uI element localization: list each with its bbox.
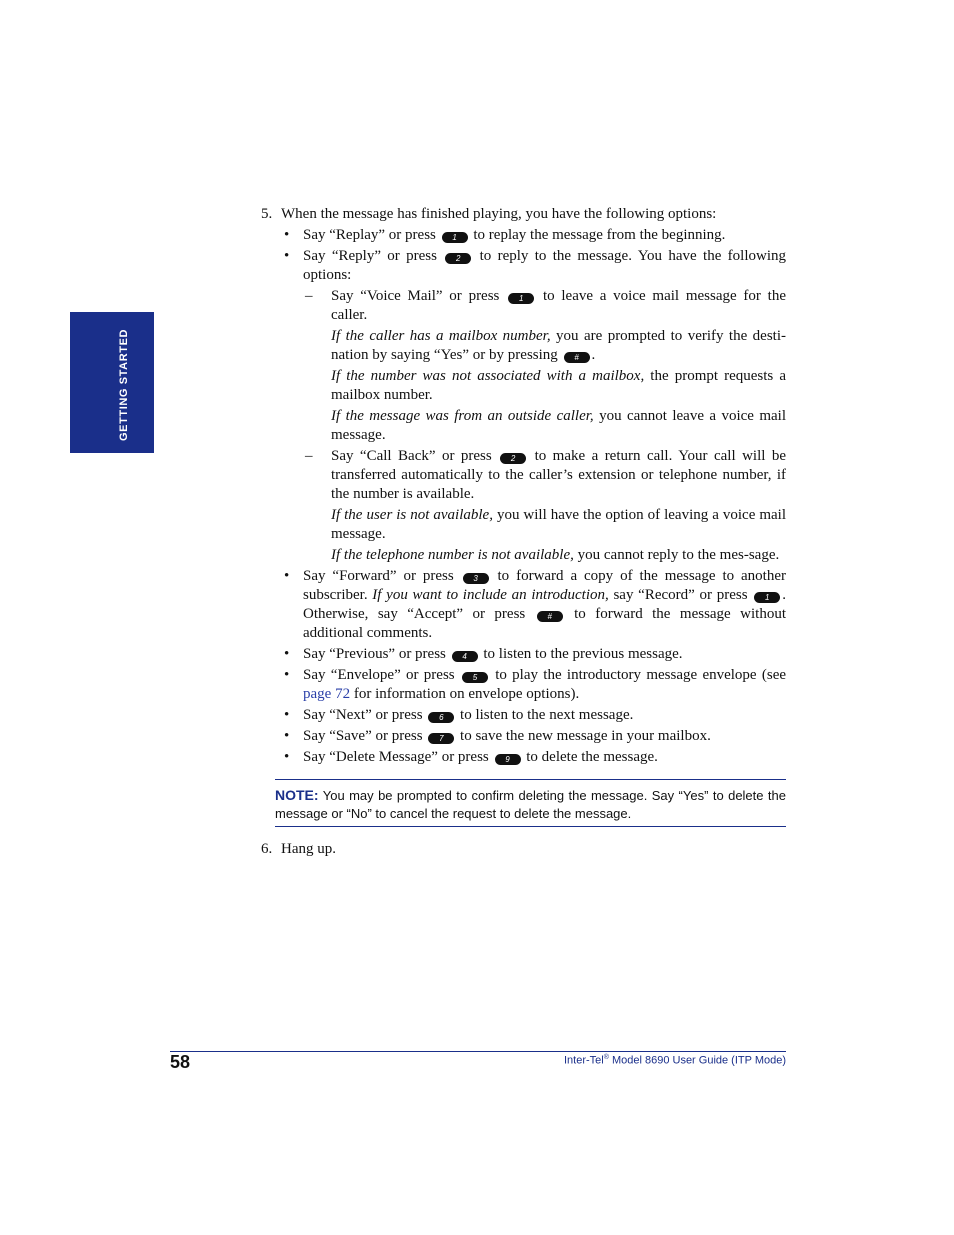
step-number: 6.	[261, 841, 273, 857]
step-text: Hang up.	[281, 841, 336, 857]
option-text: . Otherwise, say “Accept” or press	[303, 587, 787, 622]
step-5	[261, 205, 786, 224]
footer-brand: Inter-Tel	[563, 1054, 604, 1067]
condition-text: you cannot leave a voice mail message.	[331, 408, 786, 443]
dash-marker: –	[305, 288, 313, 304]
option-italic: If you want to include an introduction,	[372, 587, 609, 603]
option-text: say “Record” or press	[613, 587, 748, 603]
option-text: Say “Call Back” or press	[331, 448, 492, 464]
condition-text: you are prompted to verify the desti-nation by saying “Yes” or by pressing	[331, 328, 787, 363]
option-text: to listen to the next message.	[460, 707, 634, 723]
page-number: 58	[170, 1052, 191, 1072]
key-2-icon: 2	[500, 453, 526, 464]
option-forward	[261, 567, 786, 643]
voice-mail-condition-2	[261, 367, 786, 405]
dash-marker: –	[305, 448, 313, 464]
bullet-marker: •	[284, 568, 290, 584]
option-text: Say “Envelope” or press	[303, 667, 455, 683]
registered-mark: ®	[603, 1054, 609, 1061]
option-text: to save the new message in your mailbox.	[460, 728, 711, 744]
option-text: to leave a voice mail message for the caller.	[331, 288, 787, 323]
step-6	[261, 840, 786, 859]
note-label: NOTE:	[275, 787, 319, 803]
key-9-icon: 9	[495, 754, 521, 765]
option-delete	[261, 748, 786, 767]
option-text: to make a return call. Your call will be transferred automatically to the caller’s extension or telephone number, if the number is available.	[331, 448, 786, 502]
option-text: to replay the message from the beginning.	[473, 227, 726, 243]
call-back-condition-1	[261, 506, 786, 544]
step-number: 5.	[261, 206, 273, 222]
key-1-icon: 1	[754, 592, 780, 603]
option-reply	[261, 247, 786, 285]
condition-italic: If the user is not available,	[331, 507, 493, 523]
option-text: to forward the message without additional comments.	[303, 606, 786, 641]
option-text: to reply to the message. You have the following options:	[303, 248, 787, 283]
option-text: Say “Previous” or press	[303, 646, 446, 662]
key-6-icon: 6	[428, 712, 454, 723]
key-3-icon: 3	[463, 573, 489, 584]
key-1-icon: 1	[442, 232, 468, 243]
condition-text: you cannot reply to the mes-sage.	[577, 547, 780, 563]
voice-mail-condition-3	[261, 407, 786, 445]
option-next	[261, 706, 786, 725]
step-text: When the message has finished playing, you have the following options:	[281, 206, 717, 222]
page-content	[261, 205, 786, 861]
option-text: Say “Forward” or press	[303, 568, 454, 584]
bullet-marker: •	[284, 667, 290, 683]
side-tab	[70, 312, 154, 453]
option-text: Say “Replay” or press	[303, 227, 436, 243]
voice-mail-condition-1	[261, 327, 786, 365]
page-72-link[interactable]: page 72	[303, 686, 351, 702]
condition-text: .	[591, 347, 596, 363]
option-text: to delete the message.	[526, 749, 658, 765]
option-text: Say “Next” or press	[303, 707, 423, 723]
option-text: Say “Voice Mail” or press	[331, 288, 500, 304]
key-2-icon: 2	[445, 253, 471, 264]
option-text: Say “Delete Message” or press	[303, 749, 489, 765]
footer-rule	[170, 1051, 786, 1052]
option-replay	[261, 226, 786, 245]
option-text: for information on envelope options).	[353, 686, 580, 702]
bullet-marker: •	[284, 227, 290, 243]
note-box	[275, 779, 786, 827]
key-7-icon: 7	[428, 733, 454, 744]
key-5-icon: 5	[462, 672, 488, 683]
option-text: to forward a copy of the message to another subscriber.	[303, 568, 786, 603]
option-text: to play the introductory message envelope (see	[495, 667, 787, 683]
bullet-marker: •	[284, 248, 290, 264]
footer-guide-title: Model 8690 User Guide (ITP Mode)	[611, 1054, 786, 1067]
option-text: Say “Save” or press	[303, 728, 423, 744]
bullet-marker: •	[284, 707, 290, 723]
condition-italic: If the telephone number is not available,	[331, 547, 574, 563]
key-1-icon: 1	[508, 293, 534, 304]
note-text: You may be prompted to confirm deleting the message. Say “Yes” to delete the message or “No” to cancel the request to delete the message.	[275, 788, 786, 821]
bullet-marker: •	[284, 728, 290, 744]
option-envelope	[261, 666, 786, 704]
suboption-call-back	[261, 447, 786, 504]
footer-title	[564, 1054, 786, 1067]
key-4-icon: 4	[452, 651, 478, 662]
call-back-condition-2	[261, 546, 786, 565]
condition-text: the prompt requests a mailbox number.	[331, 368, 787, 403]
bullet-marker: •	[284, 646, 290, 662]
bullet-marker: •	[284, 749, 290, 765]
condition-italic: If the caller has a mailbox number,	[331, 328, 551, 344]
option-save	[261, 727, 786, 746]
condition-italic: If the message was from an outside caller,	[331, 408, 594, 424]
condition-italic: If the number was not associated with a mailbox,	[331, 368, 645, 384]
suboption-voice-mail	[261, 287, 786, 325]
condition-text: you will have the option of leaving a voice mail message.	[331, 507, 786, 542]
option-text: to listen to the previous message.	[483, 646, 683, 662]
side-tab-label: GETTING STARTED	[118, 328, 130, 441]
option-text: Say “Reply” or press	[303, 248, 437, 264]
option-previous	[261, 645, 786, 664]
key-hash-icon: #	[537, 611, 563, 622]
key-hash-icon: #	[564, 352, 590, 363]
